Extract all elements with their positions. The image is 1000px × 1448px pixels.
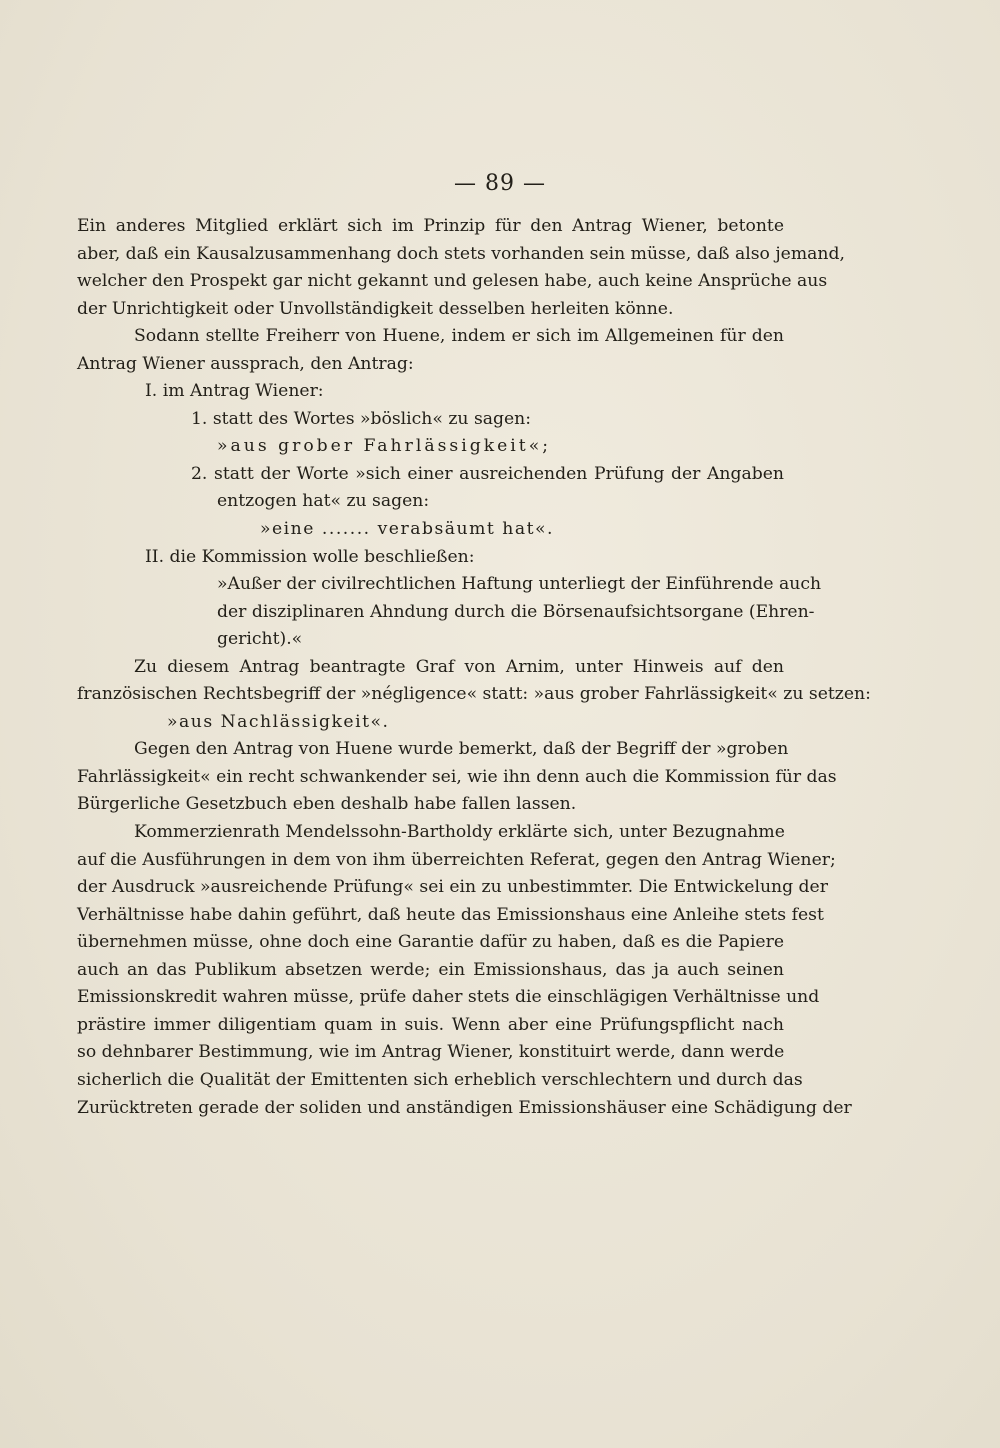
text-line: welcher den Prospekt gar nicht gekannt und gelesen habe, auch keine Ansprüche aus [77, 271, 828, 292]
text-line: der Unrichtigkeit oder Unvollständigkeit desselben herleiten könne. [77, 298, 674, 319]
text-line: auf die Ausführungen in dem von ihm überreichten Referat, gegen den Antrag Wiener; [77, 849, 836, 870]
text-line: entzogen hat« zu sagen: [217, 491, 430, 512]
text-line: Antrag Wiener aussprach, den Antrag: [77, 353, 414, 374]
text-line: Bürgerliche Gesetzbuch eben deshalb habe fallen lassen. [77, 794, 577, 815]
text-line: I. im Antrag Wiener: [145, 381, 324, 402]
text-line: Fahrlässigkeit« ein recht schwankender sei, wie ihn denn auch die Kommission für das [77, 766, 837, 787]
text-line: der disziplinaren Ahndung durch die Börsenaufsichtsorgane (Ehren- [217, 601, 815, 622]
text-line: übernehmen müsse, ohne doch eine Garantie dafür zu haben, daß es die Papiere [77, 932, 784, 953]
text-line: »aus Nachlässigkeit«. [167, 711, 390, 732]
text-line: Gegen den Antrag von Huene wurde bemerkt, daß der Begriff der »groben [134, 739, 789, 760]
text-line: aber, daß ein Kausalzusammenhang doch stets vorhanden sein müsse, daß also jemand, [77, 243, 845, 264]
text-line: 1. statt des Wortes »böslich« zu sagen: [191, 408, 532, 429]
text-line: Zu diesem Antrag beantragte Graf von Arnim, unter Hinweis auf den [134, 656, 784, 677]
text-line: französischen Rechtsbegriff der »négligence« statt: »aus grober Fahrlässigkeit« zu setzen: [77, 684, 871, 705]
text-line: 2. statt der Worte »sich einer ausreichenden Prüfung der Angaben [191, 463, 784, 484]
text-line: »Außer der civilrechtlichen Haftung unterliegt der Einführende auch [217, 574, 822, 595]
text-line: gericht).« [217, 629, 303, 650]
text-line: prästire immer diligentiam quam in suis. Wenn aber eine Prüfungspflicht nach [77, 1014, 784, 1035]
body-text [77, 213, 871, 1122]
text-line: Verhältnisse habe dahin geführt, daß heute das Emissionshaus eine Anleihe stets fest [77, 904, 824, 925]
text-line: »eine ....... verabsäumt hat«. [260, 519, 554, 540]
text-line: Ein anderes Mitglied erklärt sich im Prinzip für den Antrag Wiener, betonte [77, 216, 784, 236]
text-line: sicherlich die Qualität der Emittenten sich erheblich verschlechtern und durch das [77, 1069, 803, 1090]
text-line: Sodann stellte Freiherr von Huene, indem er sich im Allgemeinen für den [134, 326, 784, 347]
text-line: II. die Kommission wolle beschließen: [145, 546, 475, 567]
text-line: der Ausdruck »ausreichende Prüfung« sei ein zu unbestimmter. Die Entwickelung der [77, 877, 828, 898]
text-line: Emissionskredit wahren müsse, prüfe daher stets die einschlägigen Verhältnisse und [77, 987, 820, 1008]
text-line: »aus grober Fahrlässigkeit«; [217, 436, 552, 457]
page-number: — 89 — [454, 171, 546, 196]
text-line: Kommerzienrath Mendelssohn-Bartholdy erklärte sich, unter Bezugnahme [134, 822, 785, 843]
text-line: auch an das Publikum absetzen werde; ein Emissionshaus, das ja auch seinen [77, 959, 784, 980]
text-line: so dehnbarer Bestimmung, wie im Antrag Wiener, konstituirt werde, dann werde [77, 1042, 785, 1063]
text-line: Zurücktreten gerade der soliden und anständigen Emissionshäuser eine Schädigung der [77, 1097, 852, 1118]
